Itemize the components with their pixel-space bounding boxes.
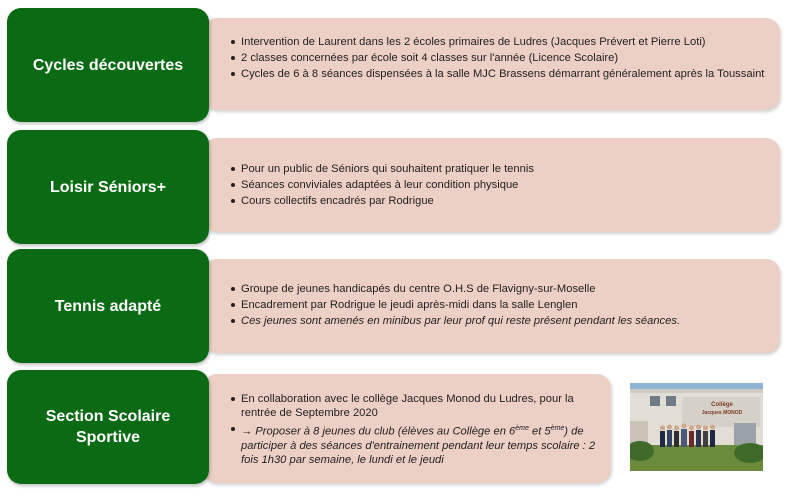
list-item: En collaboration avec le collège Jacques Monod du Ludres, pour la rentrée de Septembre 2020	[230, 392, 602, 420]
list-item: Ces jeunes sont amenés en minibus par leur prof qui reste présent pendant les séances.	[230, 314, 775, 328]
section-title: Loisir Séniors+	[49, 178, 167, 196]
section-title: Tennis adapté	[54, 297, 162, 315]
list-item: Cycles de 6 à 8 séances dispensées à la salle MJC Brassens démarrant généralement après la Toussaint	[230, 67, 775, 81]
section-title-line1: Section Scolaire	[45, 408, 171, 425]
list-item	[230, 282, 775, 296]
section-title: Cycles découvertes	[32, 56, 184, 74]
list-item	[230, 422, 602, 467]
bullet-list	[230, 392, 602, 469]
text-fragment: ) de participer à des séances d'entrainement pendant leur temps scolaire : 2 fois 1h30 par semaine, le lundi et le jeudi	[241, 425, 596, 466]
list-item-text: Groupe de jeunes handicapés du centre O.H.S de Flavigny-sur-Moselle	[241, 283, 596, 295]
photo-sign-line1: Collège	[711, 402, 733, 408]
section-title-card	[7, 249, 209, 363]
list-item: Séances conviviales adaptées à leur condition physique	[230, 178, 775, 192]
bullet-list	[230, 35, 775, 83]
list-item: 2 classes concernées par école soit 4 classes sur l'année (Licence Scolaire)	[230, 51, 775, 65]
section-title-card	[7, 8, 209, 122]
text-fragment: Proposer à 8 jeunes du club (élèves au Collège en 6	[252, 425, 516, 438]
section-title-card	[7, 130, 209, 244]
section-title-line2: Sportive	[75, 429, 140, 446]
text-fragment: et 5	[528, 425, 551, 438]
section-title-card	[7, 370, 209, 484]
college-photo-image	[630, 383, 763, 471]
list-item: Pour un public de Séniors qui souhaitent pratiquer le tennis	[230, 162, 775, 176]
bullet-list	[230, 162, 775, 210]
list-item: Cours collectifs encadrés par Rodrigue	[230, 194, 775, 208]
college-photo	[630, 383, 763, 471]
bullet-list	[230, 282, 775, 330]
list-item: Intervention de Laurent dans les 2 écoles primaires de Ludres (Jacques Prévert et Pierre Loti)	[230, 35, 775, 49]
photo-sign-line2: Jacques MONOD	[701, 410, 743, 416]
list-item: Encadrement par Rodrigue le jeudi après-midi dans la salle Lenglen	[230, 298, 775, 312]
superscript: ème	[550, 425, 565, 432]
arrow-icon: →	[241, 425, 253, 438]
superscript: ème	[515, 425, 529, 432]
